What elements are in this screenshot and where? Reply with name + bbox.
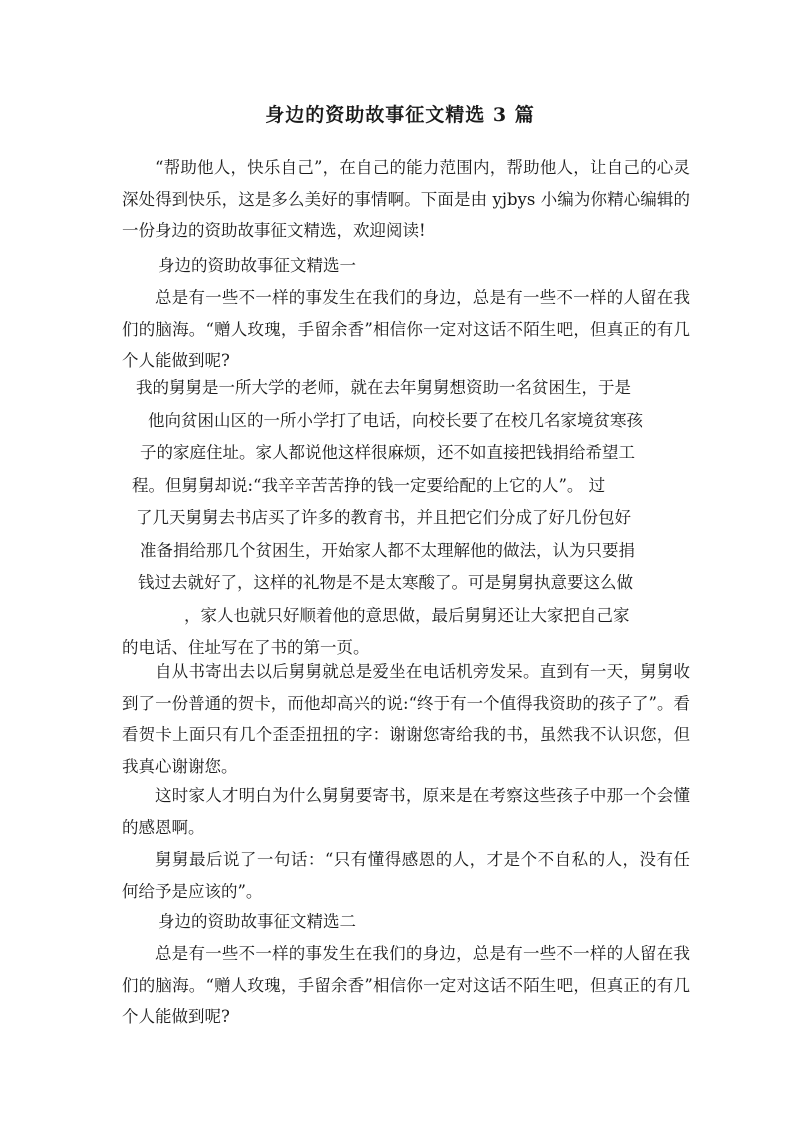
paragraph-2-line: 钱过去就好了，这样的礼物是不是太寒酸了。可是舅舅执意要这么做: [138, 573, 633, 592]
paragraph-2-line: 的电话、住址写在了书的第一页。: [122, 638, 370, 657]
document-title: 身边的资助故事征文精选 3 篇: [265, 104, 535, 126]
paragraph-2-line: 准备捐给那几个贫困生，开始家人都不太理解他的做法，认为只要捐: [140, 540, 635, 560]
paragraph-6: 总是有一些不一样的事发生在我们的身边，总是有一些不一样的人留在我们的脑海。“赠人玫瑰，手留余香”相信你一定对这话不陌生吧，但真正的有几个人能做到呢?: [122, 944, 690, 1026]
paragraph-2-line: 了几天舅舅去书店买了许多的教育书，并且把它们分成了好几份包好: [136, 508, 631, 527]
paragraph-1: 总是有一些不一样的事发生在我们的身边，总是有一些不一样的人留在我们的脑海。“赠人玫瑰，手留余香”相信你一定对这话不陌生吧，但真正的有几个人能做到呢?: [122, 288, 690, 370]
paragraph-5: 舅舅最后说了一句话：“只有懂得感恩的人，才是个不自私的人，没有任何给予是应该的”。: [122, 850, 690, 901]
intro-paragraph: “帮助他人，快乐自己”，在自己的能力范围内，帮助他人，让自己的心灵深处得到快乐，这是多么美好的事情啊。下面是由 yjbys 小编为你精心编辑的一份身边的资助故事征文精选，欢迎阅读!: [122, 158, 690, 240]
paragraph-2-line: 子的家庭住址。家人都说他这样很麻烦，还不如直接把钱捐给希望工: [140, 443, 635, 462]
paragraph-2: [122, 372, 690, 665]
paragraph-3: 自从书寄出去以后舅舅就总是爱坐在电话机旁发呆。直到有一天，舅舅收到了一份普通的贺卡，而他却高兴的说:“终于有一个值得我资助的孩子了”。看看贺卡上面只有几个歪歪扭扭的字：谢谢您寄给我的书，虽然我不认识您，但我真心谢谢您。: [122, 662, 690, 776]
paragraph-2-line: 我的舅舅是一所大学的老师，就在去年舅舅想资助一名贫困生，于是: [136, 378, 631, 397]
paragraph-2-line: 他向贫困山区的一所小学打了电话，向校长要了在校几名家境贫寒孩: [148, 410, 643, 430]
paragraph-2-line: 程。但舅舅却说:“我辛辛苦苦挣的钱一定要给配的上它的人”。 过: [132, 475, 606, 495]
paragraph-2-line: ，家人也就只好顺着他的意思做，最后舅舅还让大家把自己家: [184, 605, 630, 625]
section-heading-1: 身边的资助故事征文精选一: [158, 256, 356, 275]
section-heading-2: 身边的资助故事征文精选二: [158, 912, 356, 931]
paragraph-4: 这时家人才明白为什么舅舅要寄书，原来是在考察这些孩子中那一个会懂的感恩啊。: [122, 786, 690, 837]
